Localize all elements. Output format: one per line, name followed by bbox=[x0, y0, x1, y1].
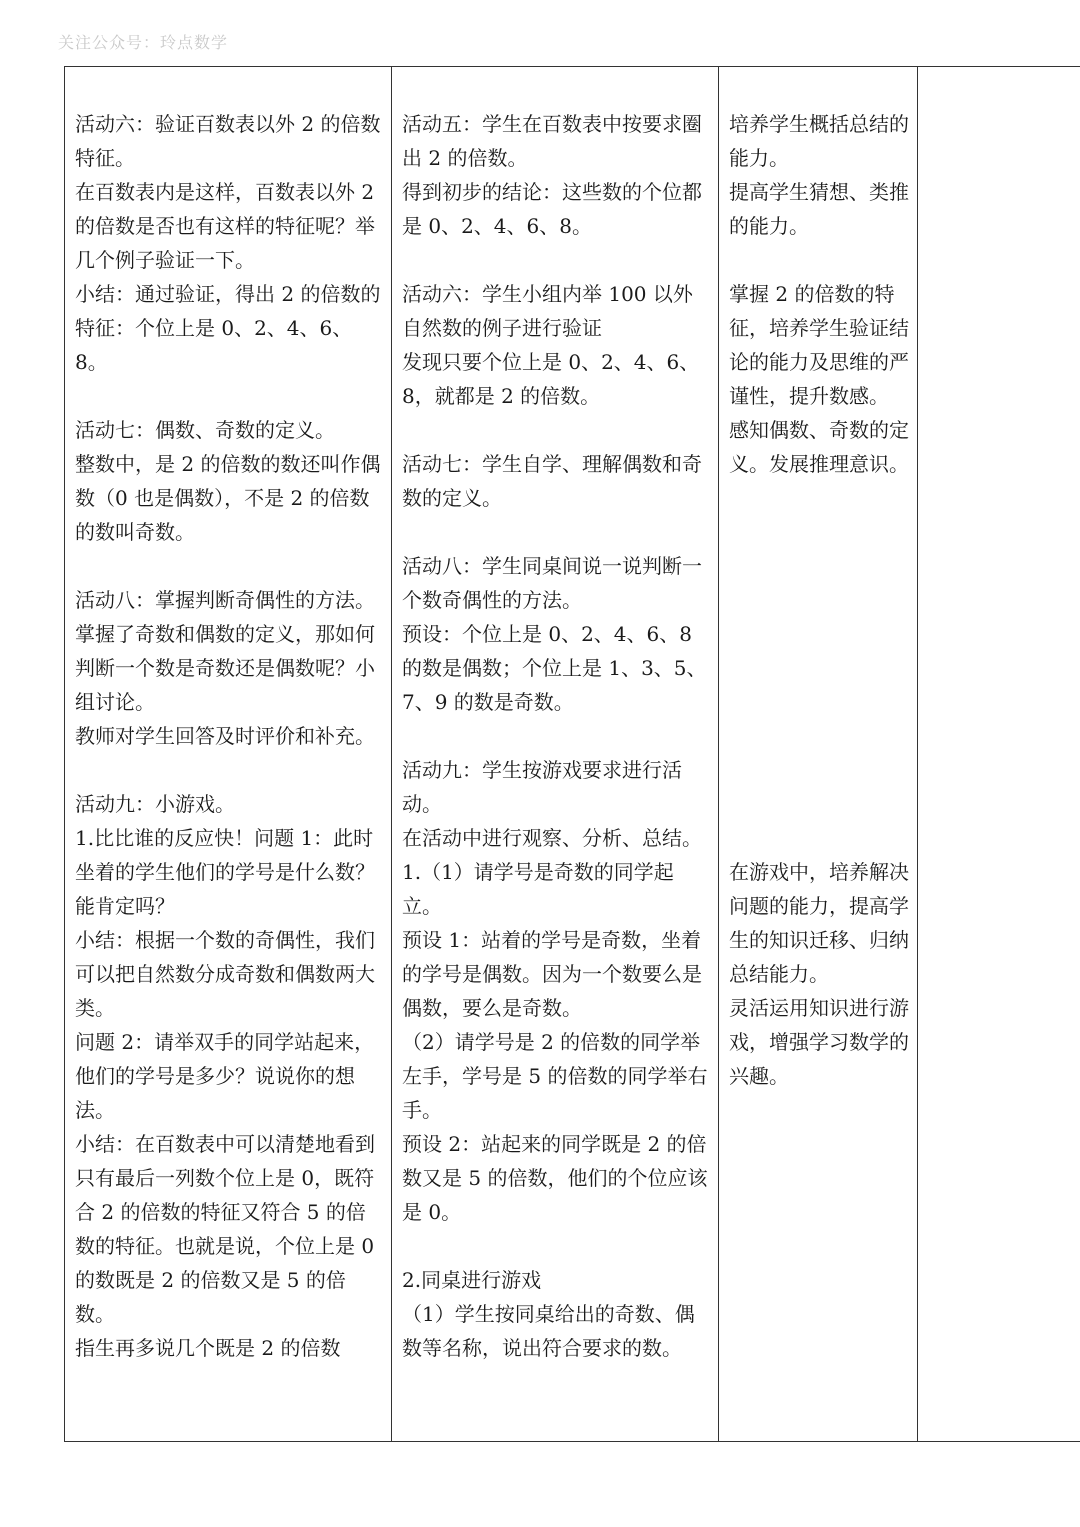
paragraph-gap bbox=[729, 617, 909, 651]
paragraph: 问题 2：请举双手的同学站起来，他们的学号是多少？说说你的想法。 bbox=[75, 1030, 375, 1122]
paragraph: 在游戏中，培养解决问题的能力，提高学生的知识迁移、归纳总结能力。 bbox=[729, 860, 909, 986]
paragraph: 1.比比谁的反应快！问题 1：此时坐着的学生他们的学号是什么数？能肯定吗？ bbox=[75, 826, 375, 918]
paragraph: 活动七：偶数、奇数的定义。 bbox=[75, 418, 335, 442]
watermark-text: 关注公众号：玲点数学 bbox=[58, 33, 229, 52]
teacher-activity-cell bbox=[65, 67, 392, 1442]
paragraph: 小结：根据一个数的奇偶性，我们可以把自然数分成奇数和偶数两大类。 bbox=[75, 928, 375, 1020]
paragraph-gap bbox=[729, 821, 909, 855]
student-activity-text bbox=[402, 107, 710, 1365]
paragraph: 得到初步的结论：这些数的个位都是 0、2、4、6、8。 bbox=[402, 180, 702, 238]
teacher-activity-text bbox=[75, 107, 383, 1365]
paragraph: 活动八：学生同桌间说一说判断一个数奇偶性的方法。 bbox=[402, 554, 702, 612]
paragraph-gap bbox=[75, 549, 383, 583]
paragraph: 教师对学生回答及时评价和补充。 bbox=[75, 724, 375, 748]
paragraph: 活动六：学生小组内举 100 以外自然数的例子进行验证 bbox=[402, 282, 693, 340]
paragraph: 活动五：学生在百数表中按要求圈出 2 的倍数。 bbox=[402, 112, 702, 170]
paragraph-gap bbox=[729, 515, 909, 549]
paragraph-gap bbox=[729, 549, 909, 583]
paragraph: 灵活运用知识进行游戏，增强学习数学的兴趣。 bbox=[729, 996, 909, 1088]
paragraph: 掌握 2 的倍数的特征，培养学生验证结论的能力及思维的严谨性，提升数感。 bbox=[729, 282, 909, 408]
paragraph: 预设：个位上是 0、2、4、6、8 的数是偶数；个位上是 1、3、5、7、9 的数是奇数。 bbox=[402, 622, 707, 714]
design-intent-cell bbox=[719, 67, 918, 1442]
paragraph: 活动六：验证百数表以外 2 的倍数特征。 bbox=[75, 112, 381, 170]
paragraph: 发现只要个位上是 0、2、4、6、8，就都是 2 的倍数。 bbox=[402, 350, 700, 408]
paragraph-gap bbox=[75, 379, 383, 413]
paragraph: （2）请学号是 2 的倍数的同学举左手，学号是 5 的倍数的同学举右手。 bbox=[402, 1030, 708, 1122]
paragraph-gap bbox=[402, 1229, 710, 1263]
paragraph: 指生再多说几个既是 2 的倍数 bbox=[75, 1336, 341, 1360]
paragraph: 1.（1）请学号是奇数的同学起立。 bbox=[402, 860, 674, 918]
paragraph-gap bbox=[75, 753, 383, 787]
paragraph-gap bbox=[729, 243, 909, 277]
paragraph: 在百数表内是这样，百数表以外 2 的倍数是否也有这样的特征呢？举几个例子验证一下。 bbox=[75, 180, 381, 272]
paragraph: 预设 1：站着的学号是奇数，坐着的学号是偶数。因为一个数要么是偶数，要么是奇数。 bbox=[402, 928, 702, 1020]
paragraph-gap bbox=[402, 243, 710, 277]
notes-cell bbox=[918, 67, 1080, 1442]
paragraph: 培养学生概括总结的能力。 bbox=[729, 112, 909, 170]
design-intent-text bbox=[729, 107, 909, 1093]
paragraph: 提高学生猜想、类推的能力。 bbox=[729, 180, 909, 238]
paragraph: 小结：在百数表中可以清楚地看到只有最后一列数个位上是 0，既符合 2 的倍数的特征又符合 5 的倍数的特征。也就是说，个位上是 0 的数既是 2 的倍数又是 5 的倍数。 bbox=[75, 1132, 381, 1326]
paragraph-gap bbox=[729, 481, 909, 515]
paragraph-gap bbox=[402, 719, 710, 753]
paragraph: 活动八：掌握判断奇偶性的方法。 bbox=[75, 588, 375, 612]
paragraph-gap bbox=[729, 787, 909, 821]
paragraph-gap bbox=[729, 685, 909, 719]
paragraph: （1）学生按同桌给出的奇数、偶数等名称，说出符合要求的数。 bbox=[402, 1302, 695, 1360]
paragraph-gap bbox=[729, 651, 909, 685]
paragraph: 2.同桌进行游戏 bbox=[402, 1268, 542, 1292]
paragraph-gap bbox=[729, 753, 909, 787]
paragraph: 活动七：学生自学、理解偶数和奇数的定义。 bbox=[402, 452, 702, 510]
paragraph-gap bbox=[729, 583, 909, 617]
paragraph: 活动九：学生按游戏要求进行活动。 bbox=[402, 758, 682, 816]
paragraph: 整数中，是 2 的倍数的数还叫作偶数（0 也是偶数），不是 2 的倍数的数叫奇数。 bbox=[75, 452, 381, 544]
paragraph: 小结：通过验证，得出 2 的倍数的特征：个位上是 0、2、4、6、8。 bbox=[75, 282, 381, 374]
paragraph: 在活动中进行观察、分析、总结。 bbox=[402, 826, 702, 850]
paragraph: 掌握了奇数和偶数的定义，那如何判断一个数是奇数还是偶数呢？小组讨论。 bbox=[75, 622, 375, 714]
paragraph: 感知偶数、奇数的定义。发展推理意识。 bbox=[729, 418, 909, 476]
paragraph: 预设 2：站起来的同学既是 2 的倍数又是 5 的倍数，他们的个位应该是 0。 bbox=[402, 1132, 708, 1224]
table-row bbox=[65, 67, 1080, 1442]
paragraph-gap bbox=[402, 515, 710, 549]
student-activity-cell bbox=[392, 67, 719, 1442]
lesson-plan-table bbox=[64, 66, 1080, 1442]
paragraph-gap bbox=[402, 413, 710, 447]
paragraph-gap bbox=[729, 719, 909, 753]
paragraph: 活动九：小游戏。 bbox=[75, 792, 235, 816]
